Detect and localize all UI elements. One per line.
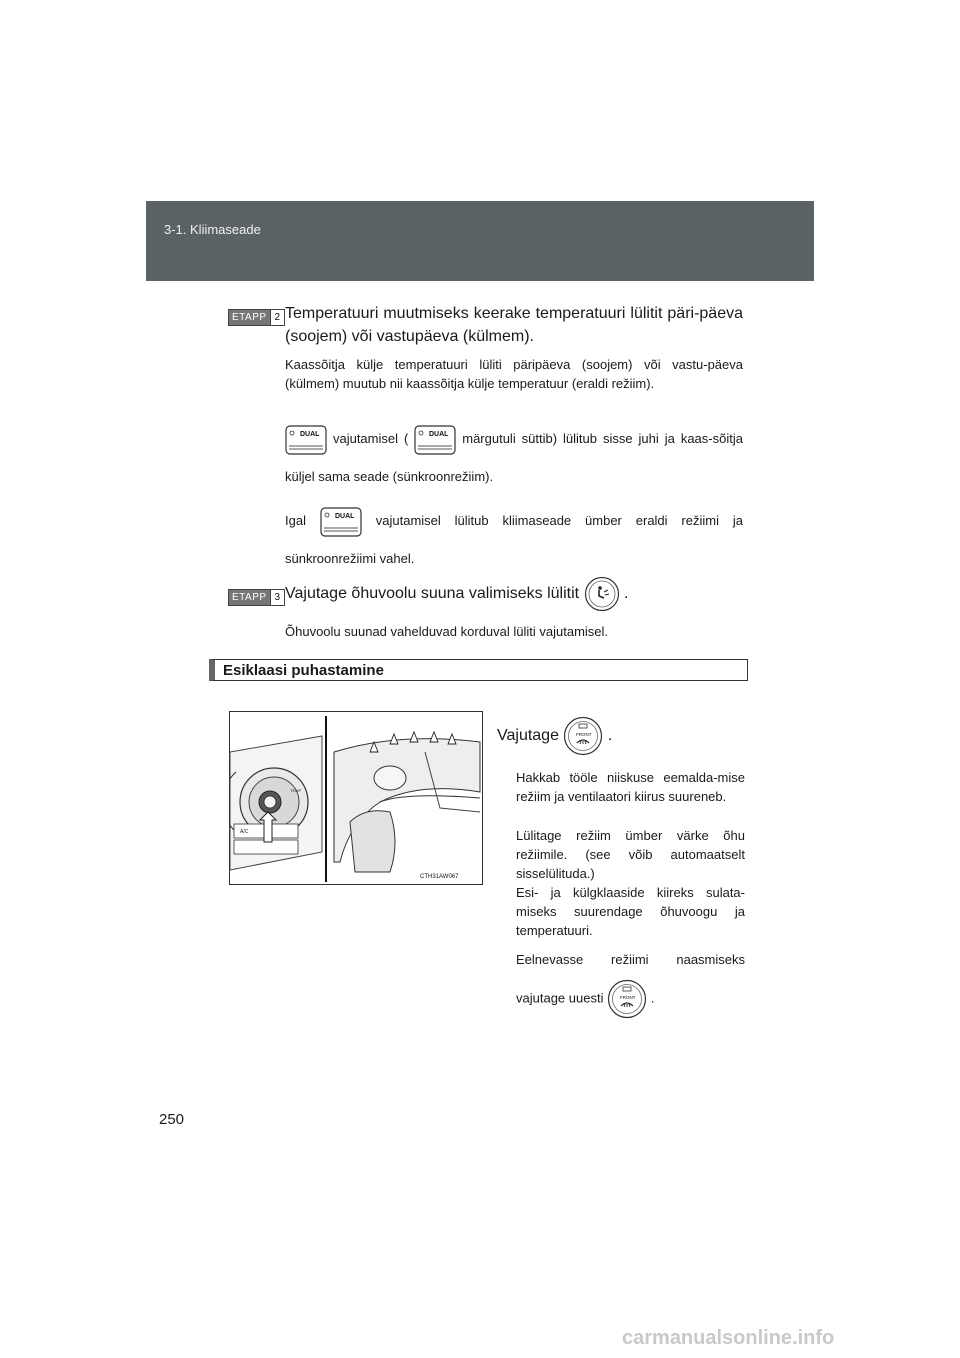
front-icon-label: FRONT	[576, 732, 592, 737]
step-badge-number: 3	[270, 590, 285, 605]
step-2-paragraph-2	[285, 420, 743, 496]
step-badge-number: 2	[270, 310, 285, 325]
dual-button-icon	[285, 425, 327, 455]
temp-label: TEMP	[290, 788, 302, 793]
windshield-defog-illustration	[229, 711, 483, 885]
section-header-bar	[209, 659, 748, 681]
section-paragraph-2: Lülitage režiim ümber värke õhu režiimile. (see võib automaatselt sisselülituda.)	[516, 828, 745, 881]
front-defroster-button-icon	[607, 979, 647, 1019]
dual-button-icon	[414, 425, 456, 455]
dual-icon-label: DUAL	[334, 512, 355, 520]
section-paragraph-4-b: .	[650, 990, 655, 1006]
front-icon-label: FRONT	[620, 995, 636, 1000]
section-lead	[497, 716, 747, 756]
section-lead-b: .	[607, 727, 613, 745]
page-number: 250	[159, 1111, 185, 1128]
dual-button-icon	[320, 507, 362, 537]
section-paragraph-3: Esi- ja külgklaaside kiireks sulata-miseks suurendage õhuvoogu ja temperatuuri.	[516, 885, 745, 938]
step-2-text-b: märgutuli süttib) lülitub sisse juhi ja kaas-sõitja küljel sama seade (sünkroonrežiim).	[285, 431, 743, 484]
step-2-text-a: vajutamisel (	[332, 431, 409, 446]
dual-icon-label: DUAL	[429, 430, 449, 438]
section-label: 3-1. Kliimaseade	[164, 222, 261, 237]
ac-button-label: A/C	[240, 829, 249, 835]
step-2-badge	[228, 307, 285, 326]
section-lead-a: Vajutage	[497, 727, 559, 745]
watermark: carmanualsonline.info	[622, 1327, 835, 1349]
step-2-paragraph-3	[285, 502, 743, 578]
section-paragraph-4-a: Eelnevasse režiimi naasmiseks vajutage uuesti	[516, 952, 745, 1006]
dashboard-illustration	[230, 712, 483, 885]
step-2-title: Temperatuuri muutmiseks keerake temperatuuri lülitit päri-päeva (soojem) või vastupäeva (külmem).	[285, 305, 743, 345]
section-paragraph-4	[516, 941, 745, 1019]
step-2-text-d: vajutamisel lülitub kliimaseade ümber eraldi režiimi ja sünkroonrežiimi vahel.	[285, 513, 743, 566]
step-3-title-a: Vajutage õhuvoolu suuna valimiseks lülitit	[285, 585, 580, 602]
step-3-badge	[228, 587, 285, 606]
figure-code: CTH31AW067	[420, 874, 459, 880]
header-band	[146, 201, 814, 281]
step-badge-label: ETAPP	[229, 590, 270, 605]
step-2-text-c: Igal	[285, 513, 306, 528]
air-outlet-mode-button-icon	[584, 576, 620, 612]
step-2-paragraph-1: Kaassõitja külje temperatuuri lüliti päripäeva (soojem) või vastu-päeva (külmem) muutub nii kaassõitja külje temperatuur (eraldi režiim).	[285, 357, 743, 391]
section-paragraph-1: Hakkab tööle niiskuse eemalda-mise režiim ja ventilaatori kiirus suureneb.	[516, 770, 745, 804]
step-3-title	[285, 575, 743, 613]
step-3-paragraph-1: Õhuvoolu suunad vahelduvad korduval lüliti vajutamisel.	[285, 624, 609, 639]
step-3-title-b: .	[624, 585, 629, 602]
front-defroster-button-icon	[563, 716, 603, 756]
dual-icon-label: DUAL	[300, 430, 320, 438]
section-title: Esiklaasi puhastamine	[223, 662, 384, 679]
step-badge-label: ETAPP	[229, 310, 270, 325]
